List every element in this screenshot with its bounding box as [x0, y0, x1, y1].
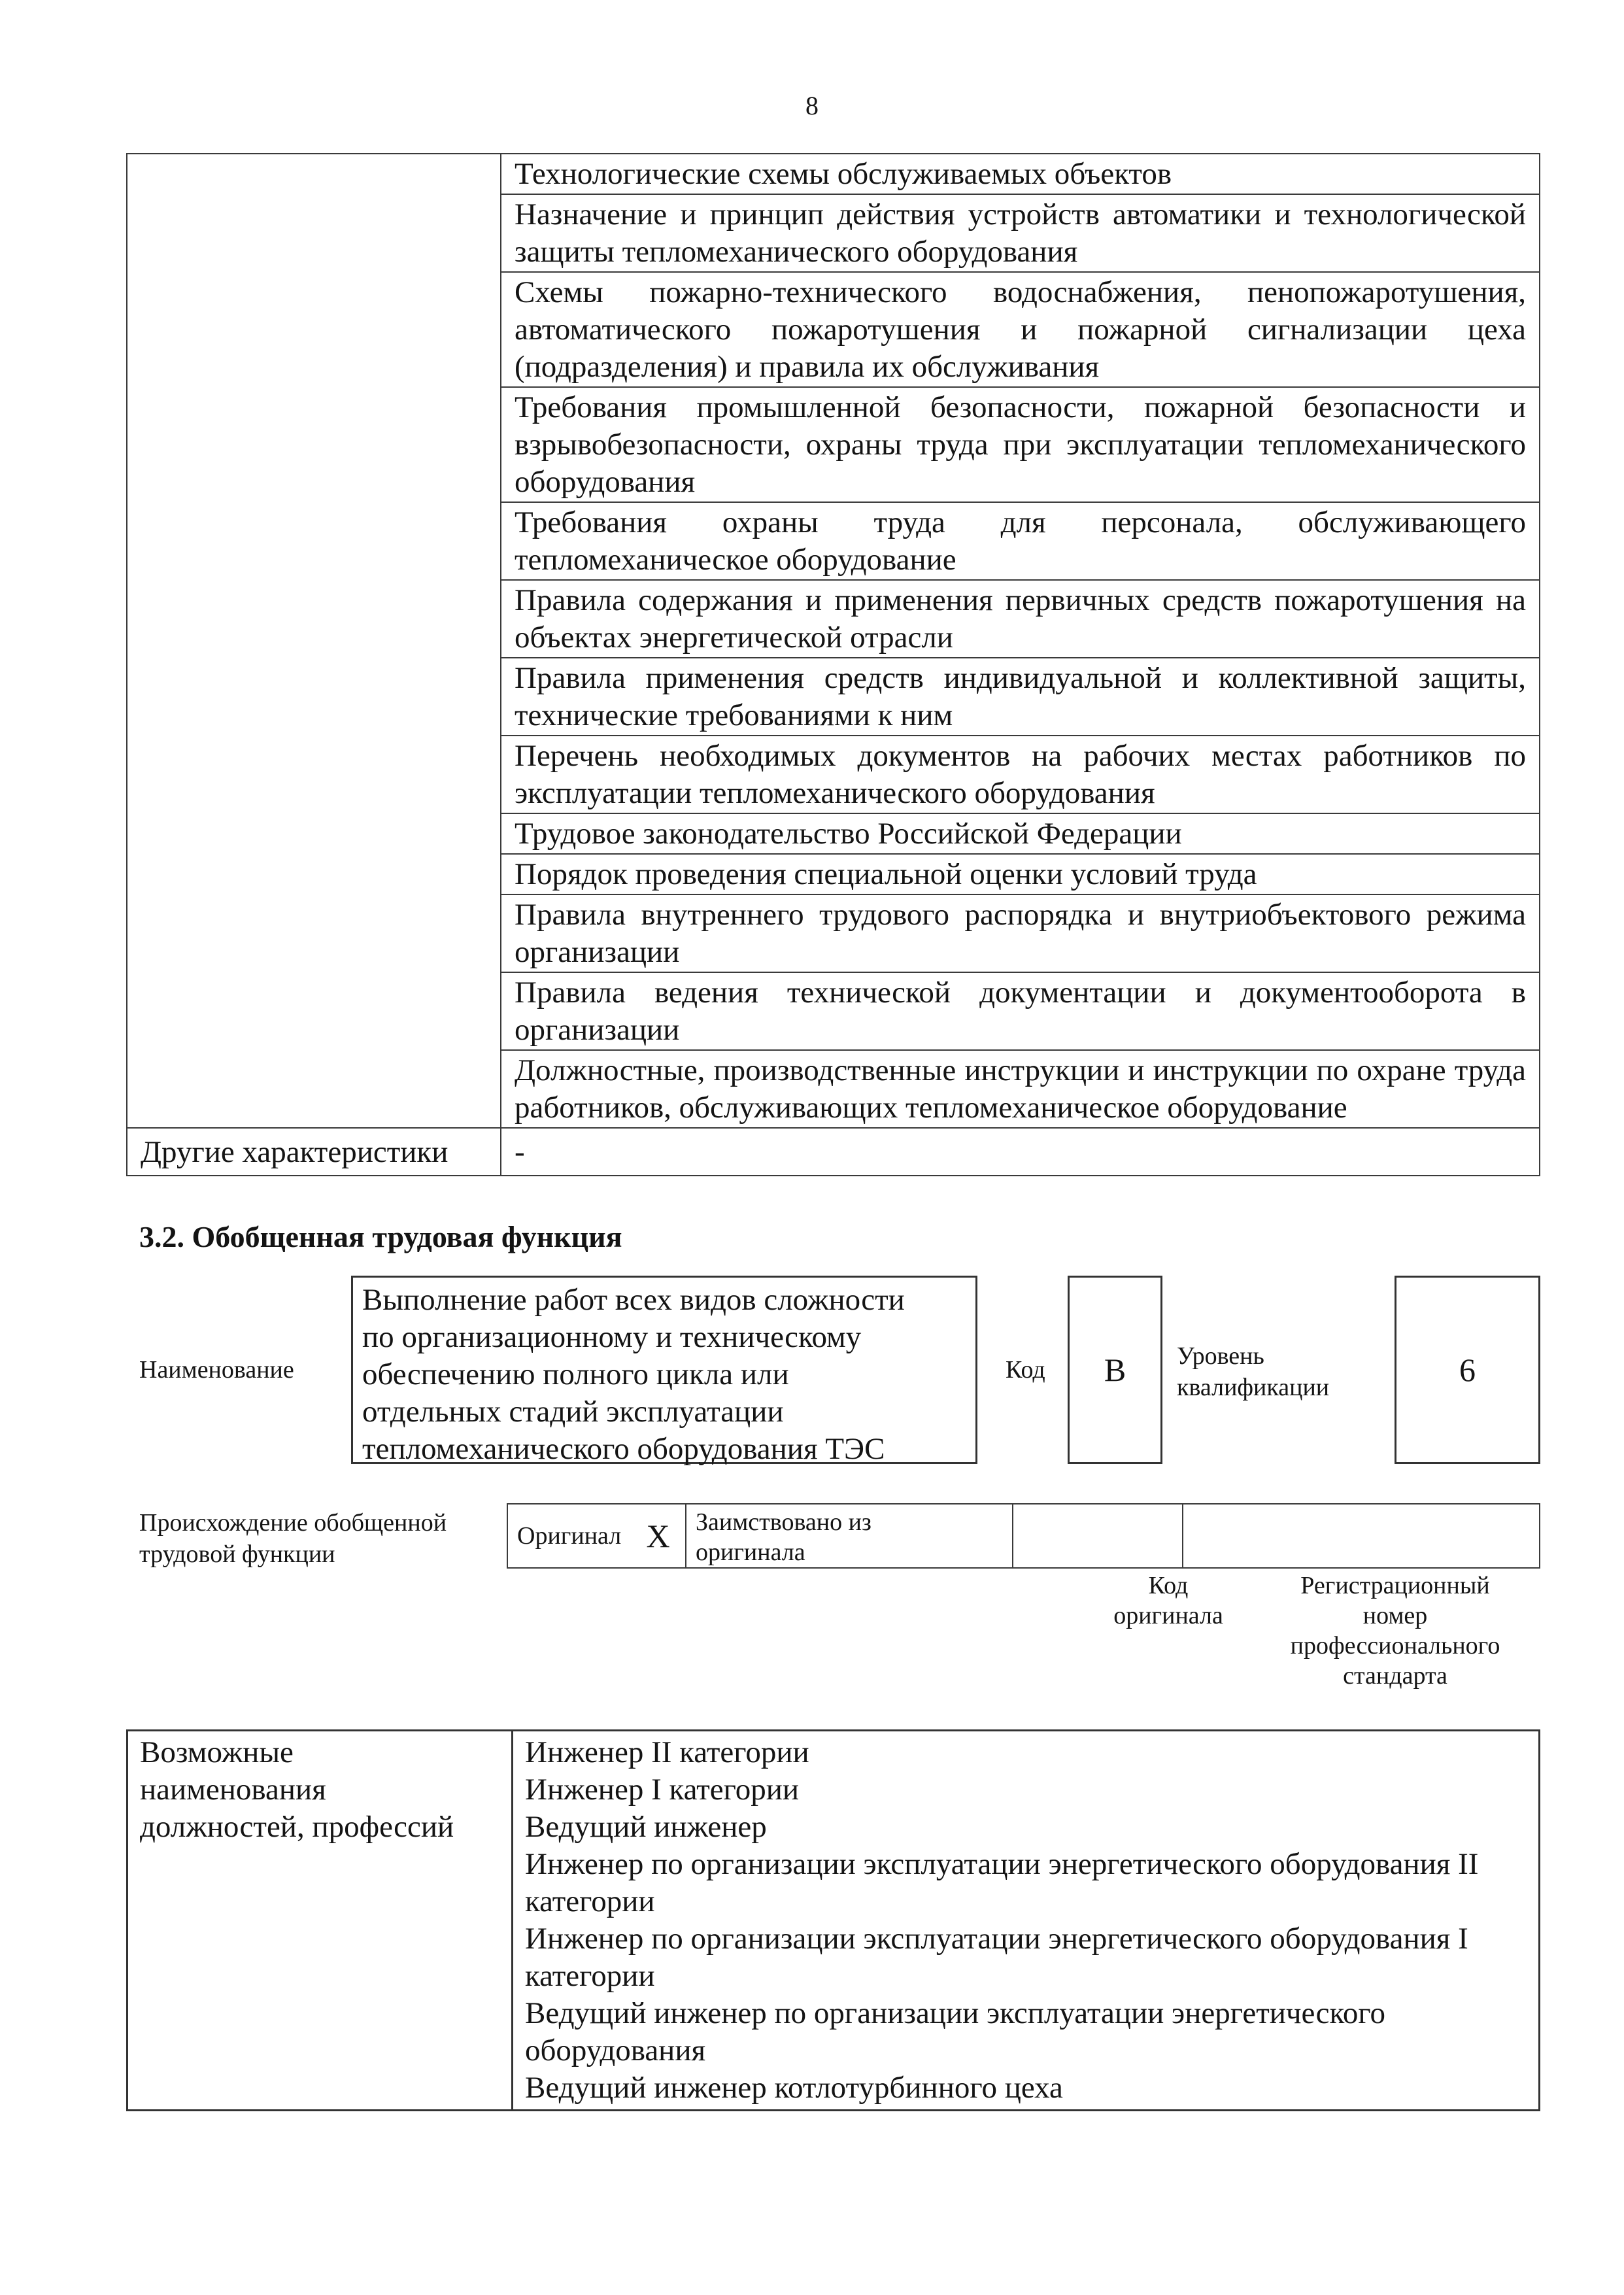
- function-name-line: по организационному и техническому: [362, 1320, 862, 1354]
- knowledge-label-cell: [127, 580, 501, 658]
- section-heading: 3.2. Обобщенная трудовая функция: [139, 1220, 622, 1253]
- page-number: 8: [805, 91, 819, 120]
- knowledge-item: Требования охраны труда для персонала, обслуживающего тепломеханическое оборудование: [501, 502, 1540, 580]
- positions-table: [126, 1729, 1540, 2111]
- level-value-box: [1395, 1276, 1540, 1464]
- knowledge-label-cell: [127, 658, 501, 736]
- knowledge-item: Требования промышленной безопасности, пожарной безопасности и взрывобезопасности, охраны труда при эксплуатации тепломеханического оборудования: [501, 387, 1540, 502]
- knowledge-label-cell: [127, 1050, 501, 1128]
- knowledge-row: [127, 658, 1540, 736]
- knowledge-row: [127, 736, 1540, 813]
- knowledge-item: Правила внутреннего трудового распорядка и внутриобъектового режима организации: [501, 894, 1540, 972]
- positions-label-cell: [127, 1731, 513, 2111]
- function-name-box: [351, 1276, 977, 1464]
- other-characteristics-label: Другие характеристики: [127, 1128, 501, 1176]
- other-characteristics-value: -: [501, 1128, 1540, 1176]
- positions-label-line: Возможные: [140, 1735, 294, 1769]
- qualification-level-label: [1177, 1340, 1329, 1403]
- positions-label-line: наименования: [140, 1773, 326, 1807]
- original-code-caption: [1087, 1571, 1250, 1631]
- code-label: Код: [1006, 1356, 1045, 1384]
- caption-line: номер: [1362, 1602, 1428, 1629]
- name-label: Наименование: [139, 1356, 294, 1384]
- knowledge-row: [127, 854, 1540, 894]
- level-label-line: Уровень: [1177, 1342, 1264, 1370]
- registration-number-cell: [1183, 1504, 1540, 1568]
- original-cell: [507, 1504, 631, 1568]
- caption-line: оригинала: [1113, 1602, 1223, 1629]
- knowledge-row: [127, 1050, 1540, 1128]
- registration-number-caption: [1250, 1571, 1540, 1691]
- original-code-cell: [1013, 1504, 1183, 1568]
- position-item: Ведущий инженер: [525, 1810, 767, 1844]
- knowledge-row: [127, 387, 1540, 502]
- knowledge-row: [127, 154, 1540, 194]
- positions-list-cell: [513, 1731, 1540, 2111]
- origin-label-line: Происхождение обобщенной: [139, 1509, 447, 1537]
- function-name-line: тепломеханического оборудования ТЭС: [362, 1432, 885, 1466]
- level-value: 6: [1459, 1352, 1476, 1388]
- borrowed-label-line: оригинала: [696, 1538, 805, 1566]
- knowledge-item: Порядок проведения специальной оценки условий труда: [501, 854, 1540, 894]
- positions-label-line: должностей, профессий: [140, 1810, 454, 1844]
- level-label-line: квалификации: [1177, 1374, 1330, 1401]
- knowledge-label-cell: [127, 387, 501, 502]
- function-name-line: обеспечению полного цикла или: [362, 1357, 789, 1391]
- caption-line: профессионального: [1290, 1632, 1500, 1659]
- origin-label: [139, 1507, 447, 1570]
- knowledge-label-cell: [127, 813, 501, 854]
- knowledge-item: Технологические схемы обслуживаемых объектов: [501, 154, 1540, 194]
- borrowed-cell: [686, 1504, 1013, 1568]
- caption-line: Код: [1148, 1572, 1189, 1599]
- code-value: B: [1104, 1352, 1126, 1388]
- knowledge-row: [127, 194, 1540, 272]
- original-label: Оригинал: [517, 1522, 622, 1550]
- origin-table: [507, 1503, 1540, 1569]
- knowledge-item: Правила содержания и применения первичных средств пожаротушения на объектах энергетической отрасли: [501, 580, 1540, 658]
- position-item: Ведущий инженер котлотурбинного цеха: [525, 2071, 1063, 2105]
- code-value-box: [1068, 1276, 1162, 1464]
- caption-line: Регистрационный: [1300, 1572, 1490, 1599]
- knowledge-item: Правила ведения технической документации и документооборота в организации: [501, 972, 1540, 1050]
- knowledge-item: Трудовое законодательство Российской Федерации: [501, 813, 1540, 854]
- caption-line: стандарта: [1343, 1662, 1447, 1690]
- knowledge-row: [127, 972, 1540, 1050]
- knowledge-row: [127, 502, 1540, 580]
- knowledge-label-cell: [127, 972, 501, 1050]
- knowledge-row: [127, 813, 1540, 854]
- other-characteristics-row: [127, 1128, 1540, 1176]
- knowledge-item: Правила применения средств индивидуальной и коллективной защиты, технические требованиями к ним: [501, 658, 1540, 736]
- knowledge-item: Назначение и принцип действия устройств автоматики и технологической защиты тепломеханического оборудования: [501, 194, 1540, 272]
- knowledge-label-cell: [127, 154, 501, 194]
- knowledge-label-cell: [127, 272, 501, 387]
- origin-label-line: трудовой функции: [139, 1540, 335, 1568]
- knowledge-label-cell: [127, 894, 501, 972]
- knowledge-table: [126, 153, 1540, 1176]
- knowledge-label-cell: [127, 736, 501, 813]
- original-mark-cell: [631, 1504, 686, 1568]
- function-name-line: отдельных стадий эксплуатации: [362, 1395, 784, 1429]
- position-item: Инженер II категории: [525, 1735, 809, 1769]
- borrowed-label-line: Заимствовано из: [696, 1508, 871, 1536]
- original-mark: X: [646, 1518, 670, 1554]
- function-name-line: Выполнение работ всех видов сложности: [362, 1283, 905, 1317]
- knowledge-item: Перечень необходимых документов на рабочих местах работников по эксплуатации тепломеханического оборудования: [501, 736, 1540, 813]
- position-item: Инженер I категории: [525, 1773, 800, 1807]
- position-item: Инженер по организации эксплуатации энергетического оборудования I категории: [525, 1922, 1468, 1993]
- knowledge-row: [127, 580, 1540, 658]
- knowledge-row: [127, 894, 1540, 972]
- knowledge-label-cell: [127, 854, 501, 894]
- knowledge-label-cell: [127, 194, 501, 272]
- knowledge-item: Должностные, производственные инструкции и инструкции по охране труда работников, обслуживающих тепломеханическое оборудование: [501, 1050, 1540, 1128]
- knowledge-row: [127, 272, 1540, 387]
- knowledge-label-cell: [127, 502, 501, 580]
- position-item: Инженер по организации эксплуатации энергетического оборудования II категории: [525, 1847, 1479, 1918]
- knowledge-item: Схемы пожарно-технического водоснабжения, пенопожаротушения, автоматического пожаротушения и пожарной сигнализации цеха (подразделения) и правила их обслуживания: [501, 272, 1540, 387]
- position-item: Ведущий инженер по организации эксплуатации энергетического оборудования: [525, 1996, 1385, 2067]
